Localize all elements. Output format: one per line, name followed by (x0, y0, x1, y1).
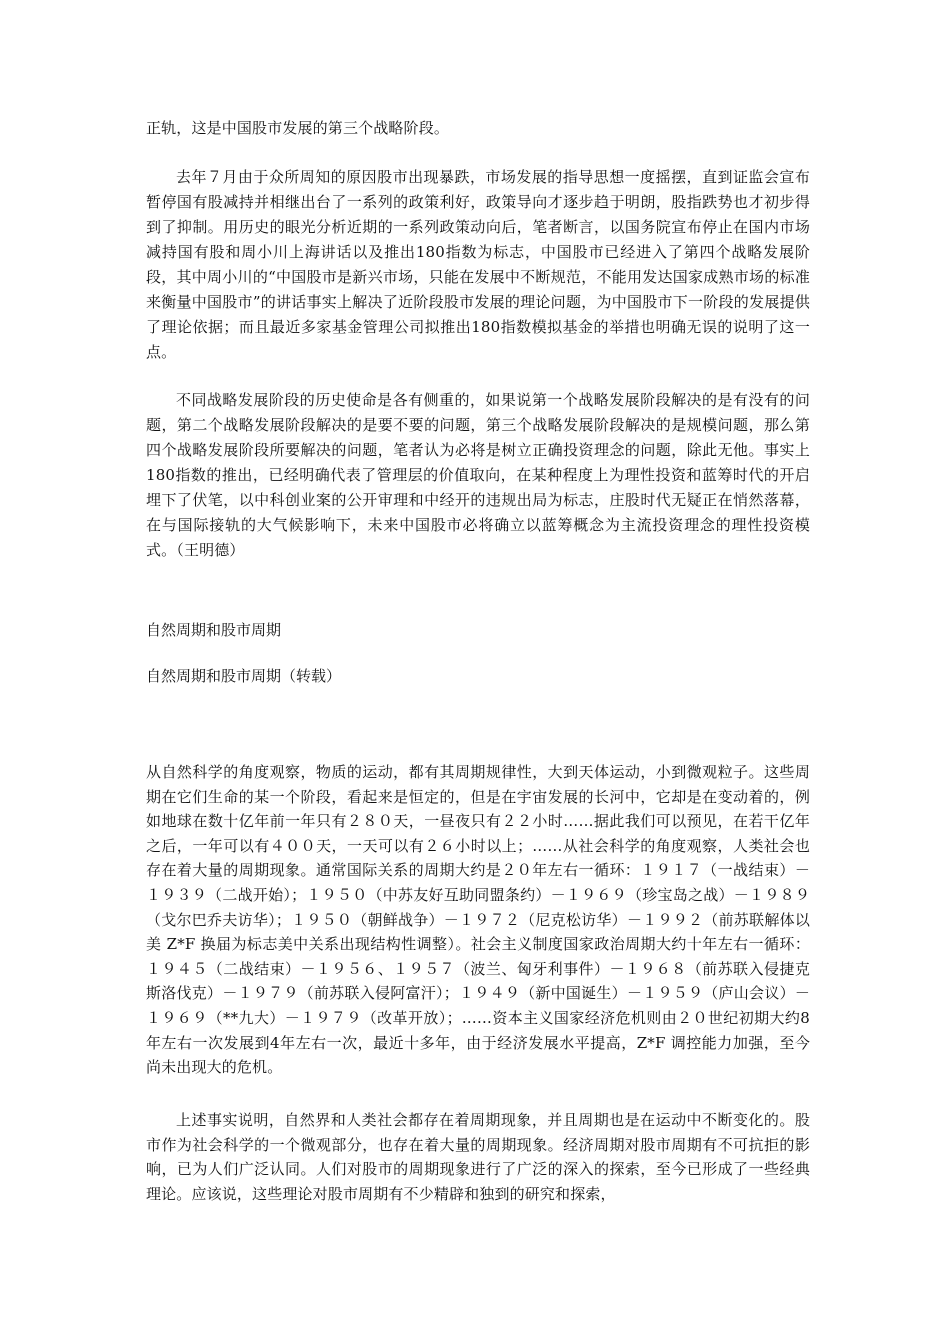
paragraph-natural-cycles: 从自然科学的角度观察，物质的运动，都有其周期规律性，大到天体运动，小到微观粒子。这些周期在它们生命的某一个阶段，看起来是恒定的，但是在宇宙发展的长河中，它却是在变动着的，例如地球在数十亿年前一年只有２８０天，一昼夜只有２２小时……据此我们可以预见，在若干亿年之后，一年可以有４００天，一天可以有２６小时以上；……从社会科学的角度观察，人类社会也存在着大量的周期现象。通常国际关系的周期大约是２０年左右一循环：１９１７（一战结束）－１９３９（二战开始）；１９５０（中苏友好互助同盟条约）－１９６９（珍宝岛之战）－１９８９（戈尔巴乔夫访华）；１９５０（朝鲜战争）－１９７２（尼克松访华）－１９９２（前苏联解体以美 Z*F 换届为标志美中关系出现结构性调整）。社会主义制度国家政治周期大约十年左右一循环：１９４５（二战结束）－１９５６、１９５７（波兰、匈牙利事件）－１９６８（前苏联入侵捷克斯洛伐克）－１９７９（前苏联入侵阿富汗）；１９４９（新中国诞生）－１９５９（庐山会议）－１９６９（**九大）－１９７９（改革开放）；……资本主义国家经济危机则由２０世纪初期大约8年左右一次发展到4年左右一次，最近十多年，由于经济发展水平提高，Z*F 调控能力加强，至今尚未出现大的危机。 (146, 763, 810, 1077)
paragraph-policy-stage: 去年７月由于众所周知的原因股市出现暴跌，市场发展的指导思想一度摇摆，直到证监会宣布暂停国有股减持并相继出台了一系列的政策利好，政策导向才逐步趋于明朗，股指跌势也才初步得到了抑制。用历史的眼光分析近期的一系列政策动向后，笔者断言，以国务院宣布停止在国内市场减持国有股和周小川上海讲话以及推出180指数为标志，中国股市已经进入了第四个战略发展阶段，其中周小川的“中国股市是新兴市场，只能在发展中不断规范，不能用发达国家成熟市场的标准来衡量中国股市”的讲话事实上解决了近阶段股市发展的理论问题，为中国股市下一阶段的发展提供了理论依据；而且最近多家基金管理公司拟推出180指数模拟基金的举措也明确无误的说明了这一点。 (146, 168, 810, 361)
paragraph-market-cycles: 上述事实说明，自然界和人类社会都存在着周期现象，并且周期也是在运动中不断变化的。股市作为社会科学的一个微观部分，也存在着大量的周期现象。经济周期对股市周期有不可抗拒的影响，已为人们广泛认同。人们对股市的周期现象进行了广泛的深入的探索，至今已形成了一些经典理论。应该说，这些理论对股市周期有不少精辟和独到的研究和探索， (146, 1111, 810, 1203)
article-subtitle: 自然周期和股市周期（转载） (146, 667, 342, 685)
paragraph-continuation: 正轨，这是中国股市发展的第三个战略阶段。 (146, 119, 450, 137)
article-title: 自然周期和股市周期 (146, 621, 282, 639)
paragraph-strategic-stages: 不同战略发展阶段的历史使命是各有侧重的，如果说第一个战略发展阶段解决的是有没有的问题，第二个战略发展阶段解决的是要不要的问题，第三个战略发展阶段解决的是规模问题，那么第四个战略发展阶段所要解决的问题，笔者认为必将是树立正确投资理念的问题，除此无他。事实上180指数的推出，已经明确代表了管理层的价值取向，在某种程度上为理性投资和蓝筹时代的开启埋下了伏笔，以中科创业案的公开审理和中经开的违规出局为标志，庄股时代无疑正在悄然落幕，在与国际接轨的大气候影响下，未来中国股市必将确立以蓝筹概念为主流投资理念的理性投资模式。（王明德） (146, 391, 810, 559)
